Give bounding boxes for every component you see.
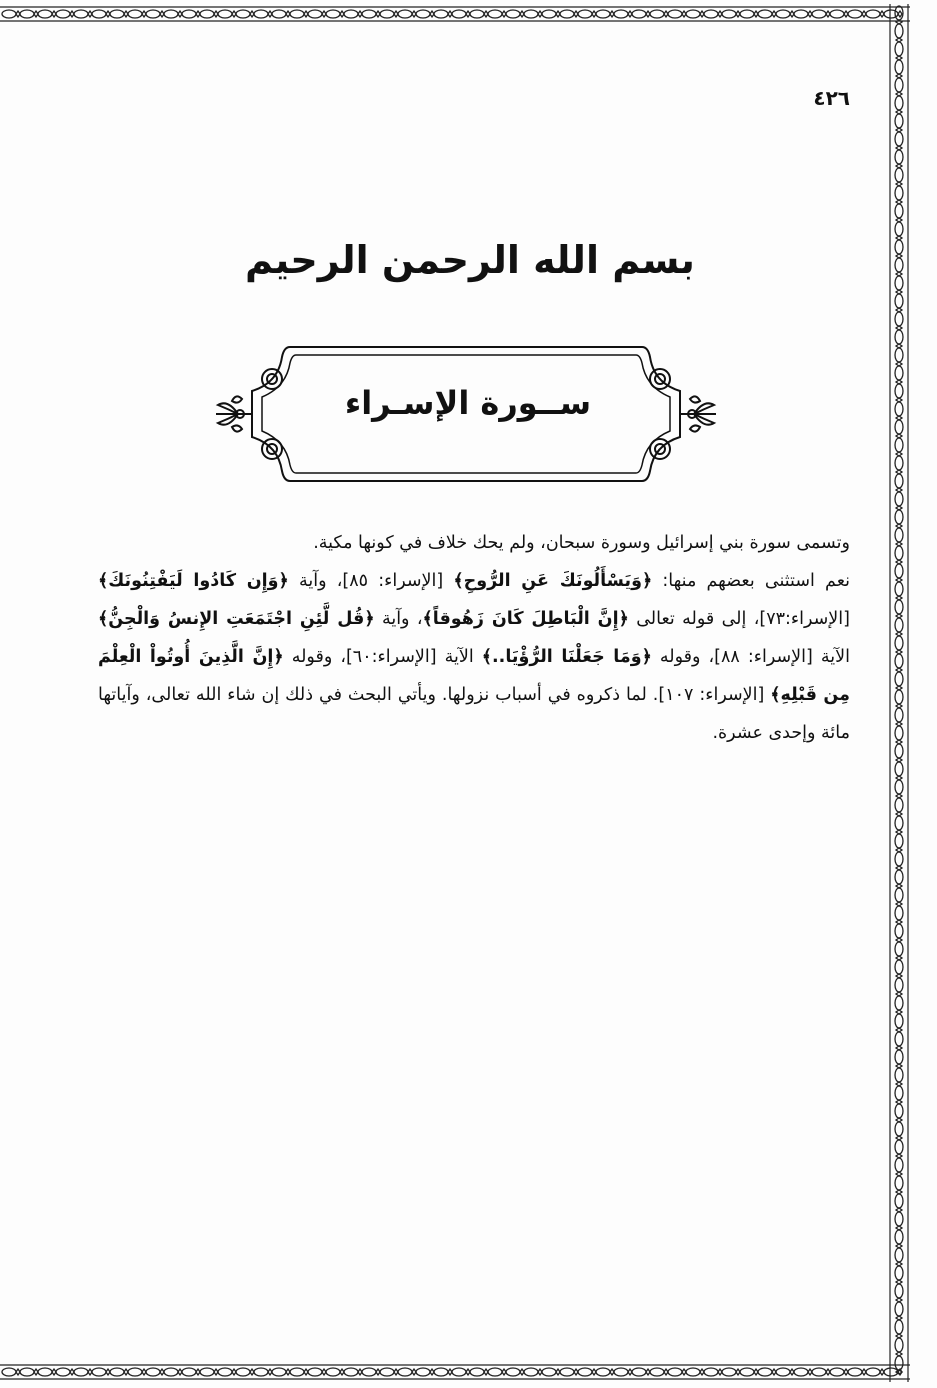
- chain-link: [895, 1104, 903, 1118]
- text-segment: [الإسراء:٧٣]، إلى قوله تعالى: [628, 609, 850, 629]
- quran-quote: ﴿وَمَا جَعَلْنَا الرُّؤْيَا..﴾: [481, 647, 652, 667]
- chain-link: [254, 1368, 268, 1376]
- chain-link: [895, 888, 903, 902]
- chain-link: [895, 996, 903, 1010]
- chain-link: [704, 10, 718, 18]
- chain-link: [895, 96, 903, 110]
- chain-link: [110, 1368, 124, 1376]
- chain-link: [895, 546, 903, 560]
- page-number: ٤٢٦: [813, 86, 850, 110]
- chain-link: [830, 10, 844, 18]
- chain-link: [686, 10, 700, 18]
- chain-link: [560, 10, 574, 18]
- chain-link: [92, 10, 106, 18]
- chain-link: [895, 906, 903, 920]
- chain-link: [895, 42, 903, 56]
- chain-link: [56, 10, 70, 18]
- chain-link: [164, 10, 178, 18]
- chain-link: [578, 1368, 592, 1376]
- chain-link: [895, 690, 903, 704]
- chain-link: [848, 10, 862, 18]
- chain-link: [218, 1368, 232, 1376]
- chain-link: [895, 276, 903, 290]
- chain-link: [74, 1368, 88, 1376]
- chain-link: [542, 1368, 556, 1376]
- chain-link: [20, 10, 34, 18]
- quran-quote: ﴿إِنَّ الْبَاطِلَ كَانَ زَهُوقاً﴾: [422, 609, 629, 629]
- chain-link: [895, 348, 903, 362]
- chain-link: [895, 78, 903, 92]
- chain-link: [272, 1368, 286, 1376]
- chain-link: [200, 10, 214, 18]
- chain-link: [488, 10, 502, 18]
- text-segment: الآية [الإسراء: ٨٨]، وقوله: [651, 647, 850, 667]
- chain-link: [794, 1368, 808, 1376]
- chain-link: [895, 834, 903, 848]
- chain-link: [830, 1368, 844, 1376]
- chain-diamond: [896, 1370, 902, 1374]
- chain-link: [776, 10, 790, 18]
- chain-link: [308, 10, 322, 18]
- chain-link: [895, 6, 903, 20]
- chain-link: [895, 618, 903, 632]
- chain-link: [200, 1368, 214, 1376]
- chain-link: [506, 1368, 520, 1376]
- chain-link: [650, 1368, 664, 1376]
- chain-link: [146, 1368, 160, 1376]
- chain-link: [596, 1368, 610, 1376]
- chain-link: [2, 1368, 16, 1376]
- chain-link: [895, 942, 903, 956]
- chain-link: [128, 1368, 142, 1376]
- chain-link: [812, 10, 826, 18]
- chain-link: [596, 10, 610, 18]
- chain-link: [614, 10, 628, 18]
- chain-link: [895, 1284, 903, 1298]
- chain-link: [895, 1338, 903, 1352]
- chain-link: [895, 924, 903, 938]
- intro-paragraph: وتسمى سورة بني إسرائيل وسورة سبحان، ولم يحك خلاف في كونها مكية.: [313, 533, 850, 553]
- chain-link: [470, 1368, 484, 1376]
- text-segment: ، وآية: [374, 609, 423, 629]
- chain-link: [236, 1368, 250, 1376]
- chain-link: [895, 456, 903, 470]
- chain-link: [434, 10, 448, 18]
- chain-link: [326, 10, 340, 18]
- chain-link: [895, 510, 903, 524]
- chain-link: [895, 1302, 903, 1316]
- chain-link: [895, 258, 903, 272]
- chain-link: [686, 1368, 700, 1376]
- chain-link: [895, 132, 903, 146]
- chain-link: [895, 492, 903, 506]
- chain-link: [895, 744, 903, 758]
- exceptions-paragraph: [98, 562, 850, 752]
- basmala-heading: بسم الله الرحمن الرحيم: [245, 238, 695, 282]
- chain-link: [290, 1368, 304, 1376]
- chain-link: [92, 1368, 106, 1376]
- chain-link: [895, 438, 903, 452]
- chain-link: [895, 798, 903, 812]
- chain-link: [668, 1368, 682, 1376]
- chain-link: [704, 1368, 718, 1376]
- chain-link: [290, 10, 304, 18]
- quran-quote: ﴿إِنَّ الَّذِينَ أُوتُواْ الْعِلْمَ مِن قَبْلِهِ﴾: [98, 647, 850, 705]
- chain-link: [895, 1032, 903, 1046]
- quran-quote: ﴿وَإِن كَادُوا لَيَفْتِنُونَكَ﴾: [98, 571, 289, 591]
- chain-link: [740, 1368, 754, 1376]
- chain-link: [380, 10, 394, 18]
- surah-title: ســورة الإسـراء: [344, 384, 592, 422]
- chain-link: [722, 10, 736, 18]
- chain-link: [895, 564, 903, 578]
- chain-link: [895, 852, 903, 866]
- chain-link: [182, 10, 196, 18]
- chain-link: [895, 528, 903, 542]
- chain-link: [632, 1368, 646, 1376]
- chain-link: [524, 1368, 538, 1376]
- chain-link: [524, 10, 538, 18]
- chain-link: [758, 10, 772, 18]
- chain-link: [895, 60, 903, 74]
- chain-link: [560, 1368, 574, 1376]
- chain-link: [895, 1248, 903, 1262]
- chain-link: [895, 402, 903, 416]
- chain-link: [128, 10, 142, 18]
- chain-link: [542, 10, 556, 18]
- chain-link: [895, 1086, 903, 1100]
- chain-link: [895, 1140, 903, 1154]
- chain-link: [895, 1122, 903, 1136]
- chain-link: [488, 1368, 502, 1376]
- chain-link: [895, 1158, 903, 1172]
- chain-link: [380, 1368, 394, 1376]
- chain-link: [236, 10, 250, 18]
- chain-link: [38, 10, 52, 18]
- chain-link: [398, 10, 412, 18]
- chain-link: [895, 168, 903, 182]
- chain-link: [416, 10, 430, 18]
- chain-link: [56, 1368, 70, 1376]
- chain-link: [895, 780, 903, 794]
- chain-link: [506, 10, 520, 18]
- chain-link: [895, 312, 903, 326]
- chain-link: [218, 10, 232, 18]
- chain-link: [740, 10, 754, 18]
- chain-link: [578, 10, 592, 18]
- text-segment: [الإسراء: ١٠٧]. لما ذكروه في أسباب نزولها. ويأتي البحث في ذلك إن شاء الله تعالى، وآياتها مائة وإحدى عشرة.: [98, 685, 850, 743]
- chain-link: [895, 654, 903, 668]
- chain-link: [895, 330, 903, 344]
- chain-link: [272, 10, 286, 18]
- chain-link: [398, 1368, 412, 1376]
- chain-link: [895, 816, 903, 830]
- chain-link: [895, 870, 903, 884]
- chain-link: [895, 1050, 903, 1064]
- chain-link: [812, 1368, 826, 1376]
- chain-link: [895, 366, 903, 380]
- chain-link: [632, 10, 646, 18]
- chain-link: [146, 10, 160, 18]
- body-text: [98, 524, 850, 752]
- chain-link: [38, 1368, 52, 1376]
- chain-link: [895, 600, 903, 614]
- chain-link: [895, 150, 903, 164]
- chain-link: [895, 1068, 903, 1082]
- chain-link: [308, 1368, 322, 1376]
- chain-link: [895, 960, 903, 974]
- chain-link: [895, 222, 903, 236]
- chain-link: [895, 708, 903, 722]
- chain-link: [895, 204, 903, 218]
- chain-link: [895, 24, 903, 38]
- chain-link: [794, 10, 808, 18]
- chain-link: [452, 1368, 466, 1376]
- quran-quote: ﴿وَيَسْأَلُونَكَ عَنِ الرُّوحِ﴾: [453, 571, 653, 591]
- chain-link: [895, 1320, 903, 1334]
- chain-link: [895, 384, 903, 398]
- chain-link: [452, 10, 466, 18]
- chain-link: [326, 1368, 340, 1376]
- text-segment: نعم استثنى بعضهم منها:: [652, 571, 851, 591]
- chain-link: [895, 762, 903, 776]
- chain-link: [895, 672, 903, 686]
- chain-link: [895, 1194, 903, 1208]
- chain-link: [650, 10, 664, 18]
- chain-link: [866, 1368, 880, 1376]
- chain-link: [895, 294, 903, 308]
- chain-link: [895, 1266, 903, 1280]
- chain-link: [470, 10, 484, 18]
- chain-link: [895, 240, 903, 254]
- text-segment: الآية [الإسراء:٦٠]، وقوله: [283, 647, 482, 667]
- chain-link: [895, 1230, 903, 1244]
- chain-link: [895, 420, 903, 434]
- chain-link: [895, 582, 903, 596]
- top-chain-border: [0, 4, 910, 24]
- chain-link: [722, 1368, 736, 1376]
- chain-link: [895, 114, 903, 128]
- chain-link: [895, 978, 903, 992]
- chain-link: [254, 10, 268, 18]
- quran-quote: ﴿قُل لَّئِنِ اجْتَمَعَتِ الإِنسُ وَالْجِنُّ﴾: [98, 609, 375, 629]
- chain-link: [895, 1176, 903, 1190]
- bottom-chain-border: [0, 1362, 910, 1382]
- chain-link: [344, 10, 358, 18]
- right-chain-border: [887, 4, 911, 1382]
- text-segment: [الإسراء: ٨٥]، وآية: [288, 571, 454, 591]
- chain-link: [362, 10, 376, 18]
- chain-link: [895, 636, 903, 650]
- chain-link: [182, 1368, 196, 1376]
- chain-link: [614, 1368, 628, 1376]
- chain-link: [416, 1368, 430, 1376]
- chain-link: [74, 10, 88, 18]
- chain-link: [344, 1368, 358, 1376]
- chain-link: [110, 10, 124, 18]
- chain-link: [164, 1368, 178, 1376]
- chain-link: [758, 1368, 772, 1376]
- chain-link: [434, 1368, 448, 1376]
- chain-link: [20, 1368, 34, 1376]
- chain-link: [895, 726, 903, 740]
- chain-link: [2, 10, 16, 18]
- chain-link: [776, 1368, 790, 1376]
- chain-link: [848, 1368, 862, 1376]
- chain-link: [668, 10, 682, 18]
- chain-link: [895, 474, 903, 488]
- chain-link: [895, 1212, 903, 1226]
- chain-link: [866, 10, 880, 18]
- chain-link: [895, 186, 903, 200]
- chain-link: [895, 1356, 903, 1370]
- chain-link: [362, 1368, 376, 1376]
- chain-link: [895, 1014, 903, 1028]
